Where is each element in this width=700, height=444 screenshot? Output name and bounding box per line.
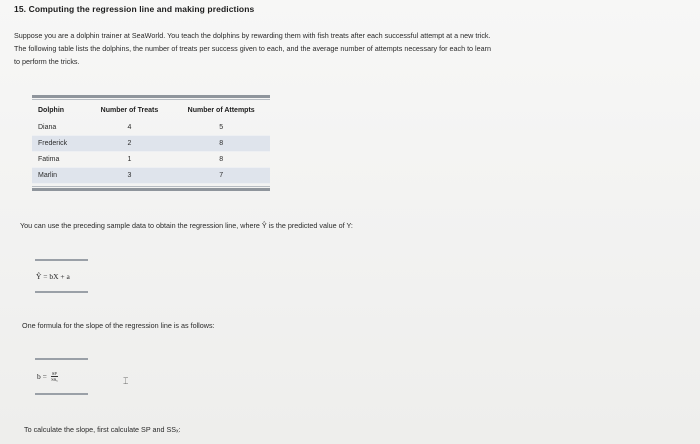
attempts-cell: 7	[172, 168, 270, 184]
column-header-attempts: Number of Attempts	[187, 106, 255, 114]
regression-equation-box	[35, 259, 88, 293]
problem-intro	[14, 29, 614, 68]
column-header-treats: Number of Treats	[100, 106, 159, 114]
table-row	[32, 136, 270, 152]
table-header-row	[32, 100, 270, 120]
slope-denominator: SSₓ	[51, 377, 58, 382]
formula-bottom-rule	[35, 291, 88, 293]
treats-cell: 3	[87, 168, 173, 184]
table-bottom-rule	[32, 188, 270, 191]
table-row	[32, 120, 270, 136]
dolphin-data-table	[32, 95, 270, 191]
table-row	[32, 168, 270, 184]
treats-cell: 2	[87, 136, 173, 152]
question-heading: 15. Computing the regression line and making predictions	[14, 4, 255, 14]
mouse-cursor-icon: ⌶	[123, 376, 129, 386]
intro-line-3: to perform the tricks.	[14, 57, 80, 66]
slope-formula-box	[35, 358, 88, 395]
slope-formula-lhs: b =	[37, 372, 47, 381]
attempts-cell: 8	[172, 136, 270, 152]
table-bottom-thin-rule	[32, 186, 270, 187]
dolphin-name-cell: Fatima	[32, 152, 87, 168]
table-row	[32, 152, 270, 168]
dolphin-name-cell: Frederick	[32, 136, 87, 152]
dolphin-name-cell: Diana	[32, 120, 87, 136]
column-header-dolphin: Dolphin	[38, 106, 65, 114]
intro-line-2: The following table lists the dolphins, the number of treats per success given to each, and the average number of attempts necessary for each to learn	[14, 44, 492, 53]
table-top-rule	[32, 95, 270, 98]
calculation-intro-text: To calculate the slope, first calculate SP and SSₓ:	[24, 425, 181, 434]
slope-intro-text: One formula for the slope of the regression line is as follows:	[22, 321, 215, 330]
slope-fraction	[51, 371, 58, 382]
dolphin-name-cell: Marlin	[32, 168, 87, 184]
treats-cell: 1	[87, 152, 173, 168]
formula-bottom-rule	[35, 393, 88, 395]
regression-equation: Ŷ = bX + a	[36, 271, 70, 281]
attempts-cell: 8	[172, 152, 270, 168]
attempts-cell: 5	[172, 120, 270, 136]
treats-cell: 4	[87, 120, 173, 136]
slope-formula	[35, 360, 88, 393]
intro-line-1: Suppose you are a dolphin trainer at SeaWorld. You teach the dolphins by rewarding them with fish treats after each successful attempt at a new trick.	[14, 31, 491, 40]
regression-intro-text: You can use the preceding sample data to obtain the regression line, where Ŷ is the predicted value of Y:	[20, 221, 353, 230]
slope-numerator: SP	[51, 371, 57, 376]
